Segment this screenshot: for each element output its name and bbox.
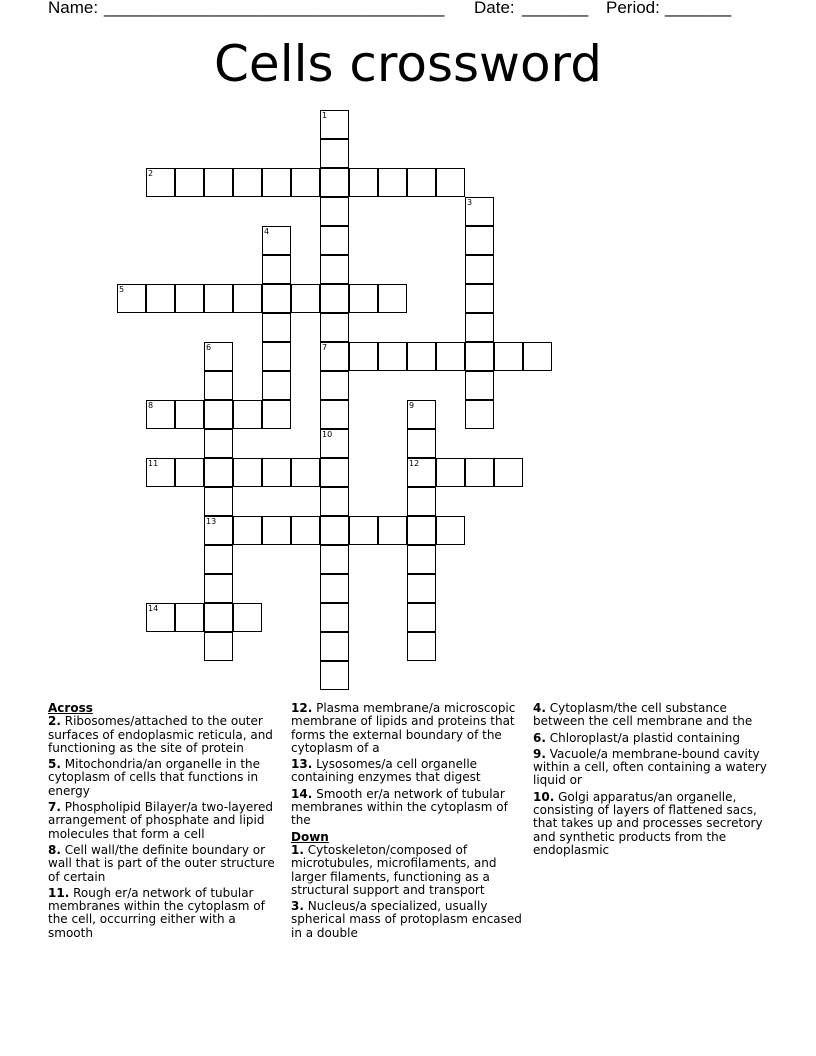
across-clue-8: 8. Cell wall/the definite boundary or wall that is part of the outer structure of certain xyxy=(48,842,275,884)
clue-number: 10 xyxy=(322,430,333,439)
grid-cell[interactable] xyxy=(204,458,233,487)
grid-cell[interactable] xyxy=(262,371,291,400)
grid-cell[interactable] xyxy=(320,574,349,603)
grid-cell[interactable] xyxy=(465,284,494,313)
grid-cell[interactable] xyxy=(320,197,349,226)
grid-cell[interactable] xyxy=(262,255,291,284)
grid-cell[interactable] xyxy=(204,342,233,371)
grid-cell[interactable] xyxy=(407,342,436,371)
grid-cell[interactable] xyxy=(407,574,436,603)
grid-cell[interactable] xyxy=(436,516,465,545)
grid-cell[interactable] xyxy=(349,284,378,313)
grid-cell[interactable] xyxy=(320,313,349,342)
grid-cell[interactable] xyxy=(262,226,291,255)
grid-cell[interactable] xyxy=(320,284,349,313)
grid-cell[interactable] xyxy=(465,400,494,429)
clue-number: 12 xyxy=(409,459,420,468)
name-label: Name: xyxy=(48,0,99,17)
grid-cell[interactable] xyxy=(407,458,436,487)
grid-cell[interactable] xyxy=(262,342,291,371)
grid-cell[interactable] xyxy=(378,516,407,545)
grid-cell[interactable] xyxy=(233,284,262,313)
grid-cell[interactable] xyxy=(291,284,320,313)
grid-cell[interactable] xyxy=(407,400,436,429)
grid-cell[interactable] xyxy=(465,255,494,284)
period-label: Period: xyxy=(606,0,660,17)
down-clue-4: 4. Cytoplasm/the cell substance between the cell membrane and the xyxy=(533,701,753,729)
grid-cell[interactable] xyxy=(320,516,349,545)
grid-cell[interactable] xyxy=(349,168,378,197)
grid-cell[interactable] xyxy=(378,342,407,371)
grid-cell[interactable] xyxy=(204,516,233,545)
grid-cell[interactable] xyxy=(465,226,494,255)
grid-cell[interactable] xyxy=(175,400,204,429)
clue-number: 6 xyxy=(206,343,212,352)
name-line[interactable]: ____________________________________ xyxy=(104,0,445,17)
grid-cell[interactable] xyxy=(262,284,291,313)
grid-cell[interactable] xyxy=(320,661,349,690)
grid-cell[interactable] xyxy=(291,516,320,545)
across-clue-13: 13. Lysosomes/a cell organelle containing enzymes that digest xyxy=(291,757,481,785)
grid-cell[interactable] xyxy=(204,603,233,632)
grid-cell[interactable] xyxy=(407,603,436,632)
down-clue-6: 6. Chloroplast/a plastid containing xyxy=(533,730,741,745)
grid-cell[interactable] xyxy=(320,400,349,429)
grid-cell[interactable] xyxy=(204,574,233,603)
grid-cell[interactable] xyxy=(262,516,291,545)
grid-cell[interactable] xyxy=(204,487,233,516)
grid-cell[interactable] xyxy=(175,603,204,632)
grid-cell[interactable] xyxy=(465,458,494,487)
grid-cell[interactable] xyxy=(146,603,175,632)
clues-column-1 xyxy=(48,702,280,943)
grid-cell[interactable] xyxy=(291,168,320,197)
down-clue-1: 1. Cytoskeleton/composed of microtubules, microfilaments, and larger filaments, functioning as a structural support and transport xyxy=(291,842,497,897)
grid-cell[interactable] xyxy=(465,371,494,400)
grid-cell[interactable] xyxy=(407,487,436,516)
clue-number: 4 xyxy=(264,227,270,236)
grid-cell[interactable] xyxy=(494,342,523,371)
grid-cell[interactable] xyxy=(233,168,262,197)
grid-cell[interactable] xyxy=(320,371,349,400)
grid-cell[interactable] xyxy=(349,516,378,545)
grid-cell[interactable] xyxy=(320,139,349,168)
across-clue-5: 5. Mitochondria/an organelle in the cytoplasm of cells that functions in energy xyxy=(48,757,261,798)
grid-cell[interactable] xyxy=(523,342,552,371)
across-clue-14: 14. Smooth er/a network of tubular membranes within the cytoplasm of the xyxy=(291,786,508,828)
grid-cell[interactable] xyxy=(204,429,233,458)
clue-number: 5 xyxy=(119,285,125,294)
grid-cell[interactable] xyxy=(320,255,349,284)
grid-cell[interactable] xyxy=(262,313,291,342)
grid-cell[interactable] xyxy=(320,603,349,632)
grid-cell[interactable] xyxy=(320,226,349,255)
grid-cell[interactable] xyxy=(320,458,349,487)
grid-cell[interactable] xyxy=(204,284,233,313)
page-title: Cells crossword xyxy=(214,35,602,93)
clue-number: 9 xyxy=(409,401,415,410)
grid-cell[interactable] xyxy=(407,429,436,458)
grid-cell[interactable] xyxy=(291,458,320,487)
clue-number: 7 xyxy=(322,343,328,352)
grid-cell[interactable] xyxy=(233,516,262,545)
clue-number: 13 xyxy=(206,517,217,526)
date-line[interactable]: _______ xyxy=(522,0,589,17)
grid-cell[interactable] xyxy=(204,371,233,400)
clue-number: 11 xyxy=(148,459,159,468)
grid-cell[interactable] xyxy=(146,284,175,313)
grid-cell[interactable] xyxy=(407,632,436,661)
clue-number: 3 xyxy=(467,198,473,207)
grid-cell[interactable] xyxy=(320,168,349,197)
grid-cell[interactable] xyxy=(407,168,436,197)
grid-cell[interactable] xyxy=(175,284,204,313)
grid-cell[interactable] xyxy=(204,632,233,661)
grid-cell[interactable] xyxy=(204,168,233,197)
period-line[interactable]: _______ xyxy=(665,0,732,17)
grid-cell[interactable] xyxy=(349,342,378,371)
grid-cell[interactable] xyxy=(175,168,204,197)
grid-cell[interactable] xyxy=(465,342,494,371)
grid-cell[interactable] xyxy=(204,545,233,574)
grid-cell[interactable] xyxy=(378,284,407,313)
grid-cell[interactable] xyxy=(320,632,349,661)
grid-cell[interactable] xyxy=(320,429,349,458)
grid-cell[interactable] xyxy=(465,197,494,226)
clues-column-2 xyxy=(291,702,523,943)
grid-cell[interactable] xyxy=(262,400,291,429)
grid-cell[interactable] xyxy=(233,458,262,487)
grid-cell[interactable] xyxy=(436,458,465,487)
clue-number: 14 xyxy=(148,604,159,613)
across-clue-2: 2. Ribosomes/attached to the outer surfaces of endoplasmic reticula, and functioning as the site of protein xyxy=(48,714,273,755)
down-clue-10: 10. Golgi apparatus/an organelle, consisting of layers of flattened sacs, that takes up and processes secretory and synthetic products from the endoplasmic xyxy=(533,789,763,857)
grid-cell[interactable] xyxy=(378,168,407,197)
clue-number: 2 xyxy=(148,169,154,178)
date-label: Date: xyxy=(474,0,515,17)
across-clue-7: 7. Phospholipid Bilayer/a two-layered arrangement of phosphate and lipid molecules that form a cell xyxy=(48,800,273,841)
grid-cell[interactable] xyxy=(146,168,175,197)
grid-cell[interactable] xyxy=(436,342,465,371)
grid-cell[interactable] xyxy=(233,603,262,632)
grid-cell[interactable] xyxy=(262,168,291,197)
down-heading: Down xyxy=(291,829,329,844)
grid-cell[interactable] xyxy=(320,342,349,371)
grid-cell[interactable] xyxy=(407,516,436,545)
grid-cell[interactable] xyxy=(494,458,523,487)
grid-cell[interactable] xyxy=(146,458,175,487)
down-clue-3: 3. Nucleus/a specialized, usually spherical mass of protoplasm encased in a double xyxy=(291,899,522,940)
clue-number: 8 xyxy=(148,401,154,410)
across-heading: Across xyxy=(48,701,93,715)
grid-cell[interactable] xyxy=(320,110,349,139)
clues-column-3 xyxy=(533,702,773,860)
grid-cell[interactable] xyxy=(465,313,494,342)
grid-cell[interactable] xyxy=(262,458,291,487)
grid-cell[interactable] xyxy=(204,400,233,429)
clue-number: 1 xyxy=(322,111,328,120)
grid-cell[interactable] xyxy=(233,400,262,429)
grid-cell[interactable] xyxy=(320,545,349,574)
across-clue-12: 12. Plasma membrane/a microscopic membrane of lipids and proteins that forms the external boundary of the cytoplasm of a xyxy=(291,701,516,755)
grid-cell[interactable] xyxy=(407,545,436,574)
down-clue-9: 9. Vacuole/a membrane-bound cavity within a cell, often containing a watery liquid or xyxy=(533,746,767,788)
grid-cell[interactable] xyxy=(320,487,349,516)
across-clue-11: 11. Rough er/a network of tubular membranes within the cytoplasm of the cell, occurring either with a smooth xyxy=(48,885,265,940)
grid-cell[interactable] xyxy=(146,400,175,429)
grid-cell[interactable] xyxy=(117,284,146,313)
grid-cell[interactable] xyxy=(436,168,465,197)
grid-cell[interactable] xyxy=(175,458,204,487)
